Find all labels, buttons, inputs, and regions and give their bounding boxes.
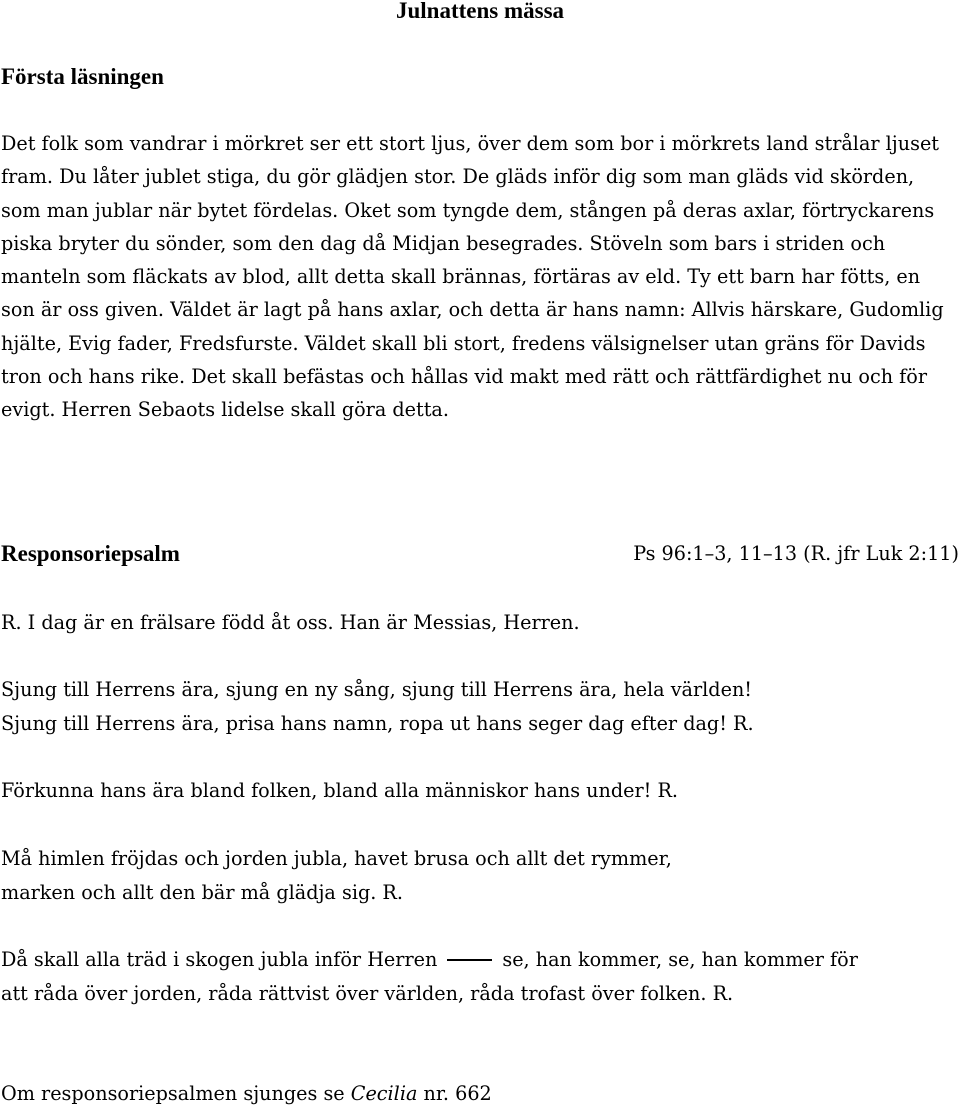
page-title: Julnattens mässa xyxy=(395,0,565,23)
responsorial-psalm-heading: Responsoriepsalm xyxy=(1,541,180,566)
stanza-3-line-1: Må himlen fröjdas och jorden jubla, havet brusa och allt det rymmer, xyxy=(1,847,672,870)
refrain-line: R. I dag är en frälsare född åt oss. Han är Messias, Herren. xyxy=(1,611,580,634)
footnote-prefix: Om responsoriepsalmen sjunges se xyxy=(1,1082,351,1105)
stanza-4-line-1 xyxy=(1,943,959,977)
stanza-2 xyxy=(1,774,959,808)
stanza-3-line-2: marken och allt den bär må glädja sig. R. xyxy=(1,881,403,904)
psalm-reference: Ps 96:1–3, 11–13 (R. jfr Luk 2:11) xyxy=(633,542,959,565)
stanza-4-line-1-part-b: se, han kommer, se, han kommer för xyxy=(502,948,858,971)
stanza-4-line-1-part-a: Då skall alla träd i skogen jubla inför Herren xyxy=(1,948,438,971)
stanza-1-line-1: Sjung till Herrens ära, sjung en ny sång, sjung till Herrens ära, hela världen! xyxy=(1,678,753,701)
footnote-source: Cecilia xyxy=(350,1082,418,1105)
first-reading-text: Det folk som vandrar i mörkret ser ett stort ljus, över dem som bor i mörkrets land strålar ljuset fram. Du låter jublet stiga, du gör glädjen stor. De gläds inför dig som man gläds vid skörden, som man jublar när bytet fördelas. Oket som tyngde dem, stången på deras axlar, förtryckarens piska bryter du sönder, som den dag då Midjan besegrades. Stöveln som bars i striden och manteln som fläckats av blod, allt detta skall brännas, förtäras av eld. Ty ett barn har fötts, en son är oss given. Väldet är lagt på hans axlar, och detta är hans namn: Allvis härskare, Gudomlig hjälte, Evig fader, Fredsfurste. Väldet skall bli stort, fredens välsignelser utan gräns för Davids tron och hans rike. Det skall befästas och hållas vid makt med rätt och rättfärdighet nu och för evigt. Herren Sebaots lidelse skall göra detta. xyxy=(1,132,944,422)
refrain xyxy=(1,606,959,640)
em-dash xyxy=(447,959,492,961)
stanza-3 xyxy=(1,842,959,910)
stanza-4 xyxy=(1,943,959,1011)
footnote-suffix: nr. 662 xyxy=(417,1082,492,1105)
stanza-1-line-2: Sjung till Herrens ära, prisa hans namn, ropa ut hans seger dag efter dag! R. xyxy=(1,712,754,735)
stanza-4-line-2: att råda över jorden, råda rättvist över världen, råda trofast över folken. R. xyxy=(1,982,734,1005)
stanza-1 xyxy=(1,673,959,741)
footnote xyxy=(1,1078,492,1110)
stanza-2-line-1: Förkunna hans ära bland folken, bland alla människor hans under! R. xyxy=(1,779,679,802)
first-reading-heading: Första läsningen xyxy=(1,64,164,89)
